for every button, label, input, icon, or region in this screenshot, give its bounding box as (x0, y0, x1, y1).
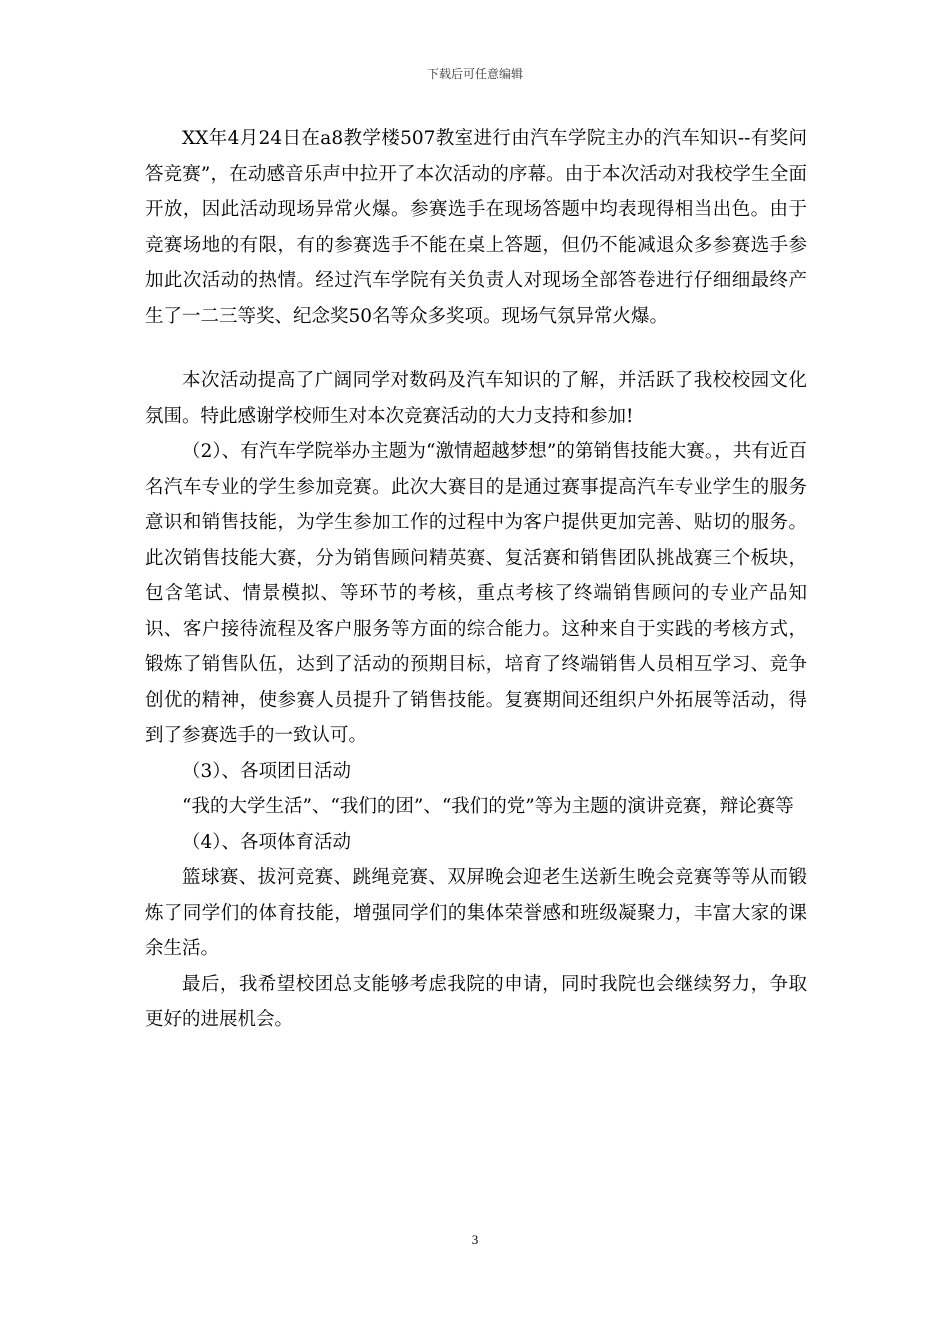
paragraph-quiz-competition: XX年4月24日在a8教学楼507教室进行由汽车学院主办的汽车知识--有奖问答竞赛”，在动感音乐声中拉开了本次活动的序幕。由于本次活动对我校学生全面开放，因此活动现场异常火爆。参赛选手在现场答题中均表现得相当出色。由于竞赛场地的有限，有的参赛选手不能在桌上答题，但仍不能减退众多参赛选手参加此次活动的热情。经过汽车学院有关负责人对现场全部答卷进行仔细细最终产生了一二三等奖、纪念奖50名等众多奖项。现场气氛异常火爆。 (145, 128, 807, 327)
section-heading-sports: （4）、各项体育活动 (182, 831, 352, 853)
paragraph-sports-events: 篮球赛、拔河竞赛、跳绳竞赛、双屏晚会迎老生送新生晚会竞赛等等从而锻炼了同学们的体育技能，增强同学们的集体荣誉感和班级凝聚力，丰富大家的课余生活。 (145, 867, 807, 959)
page-number: 3 (471, 1232, 479, 1247)
document-body (145, 121, 807, 1038)
paragraph-speech-contest: “我的大学生活”、“我们的团”、“我们的党”等为主题的演讲竞赛，辩论赛等 (182, 796, 794, 817)
paragraph-activity-summary: 本次活动提高了广阔同学对数码及汽车知识的了解，并活跃了我校校园文化氛围。特此感谢学校师生对本次竞赛活动的大力支持和参加! (145, 370, 807, 427)
section-heading-league-day: （3）、各项团日活动 (182, 760, 352, 782)
paragraph-closing: 最后，我希望校团总支能够考虑我院的申请，同时我院也会继续努力，争取更好的进展机会。 (145, 973, 807, 1030)
paragraph-sales-contest: （2）、有汽车学院举办主题为“激情超越梦想”的第销售技能大赛。，共有近百名汽车专业的学生参加竞赛。此次大赛目的是通过赛事提高汽车专业学生的服务意识和销售技能，为学生参加工作的过程中为客户提供更加完善、贴切的服务。此次销售技能大赛，分为销售顾问精英赛、复活赛和销售团队挑战赛三个板块，包含笔试、情景模拟、等环节的考核，重点考核了终端销售顾问的专业产品知识、客户接待流程及客户服务等方面的综合能力。这种来自于实践的考核方式，锻炼了销售队伍，达到了活动的预期目标，培育了终端销售人员相互学习、竞争创优的精神，使参赛人员提升了销售技能。复赛期间还组织户外拓展等活动，得到了参赛选手的一致认可。 (145, 441, 807, 746)
page-header: 下载后可任意编辑 (426, 67, 523, 81)
